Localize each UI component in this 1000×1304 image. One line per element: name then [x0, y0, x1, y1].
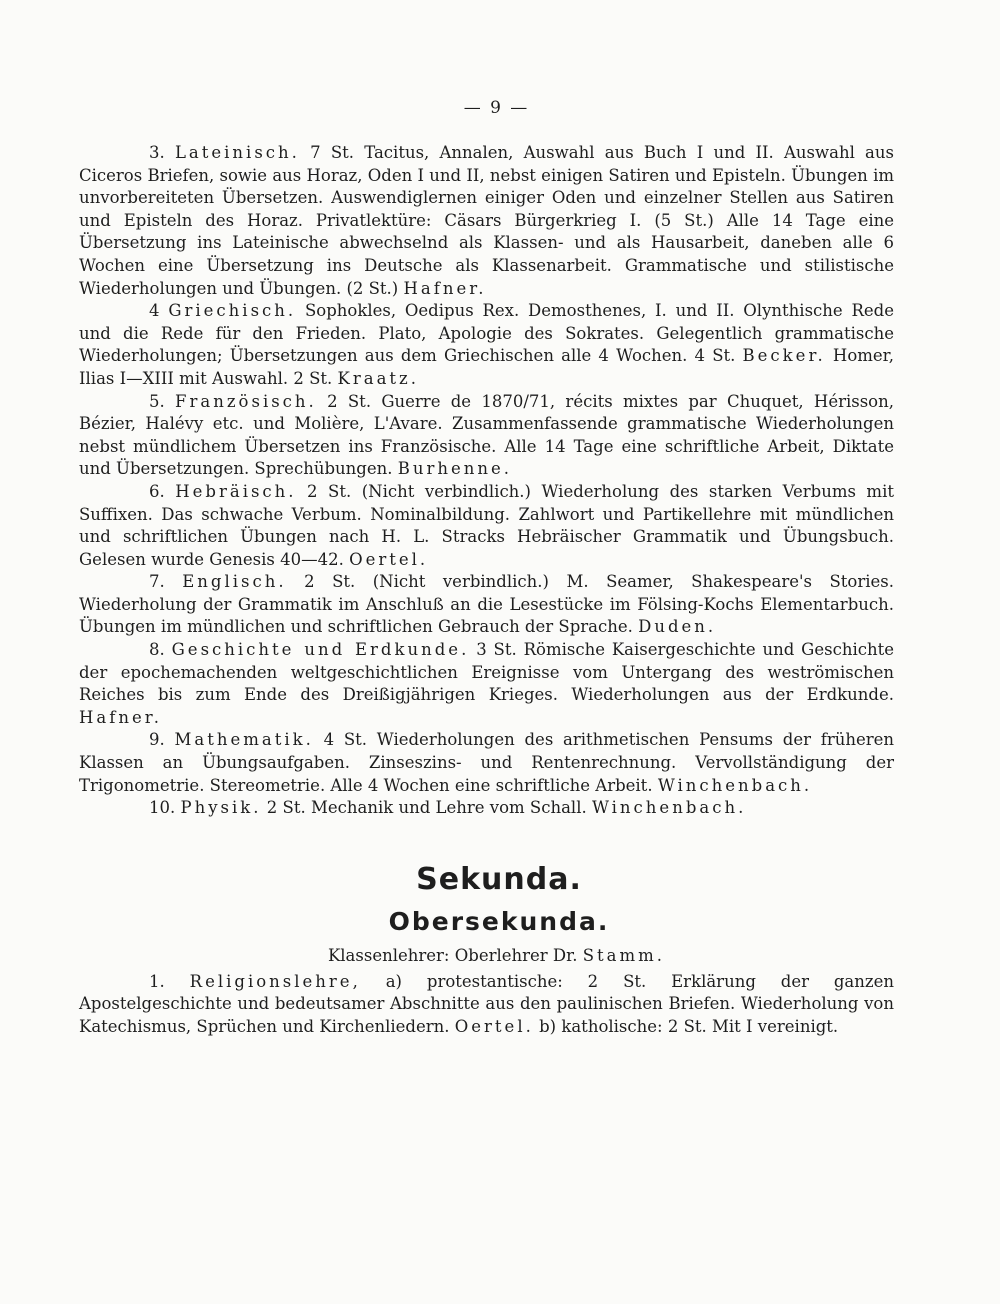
paragraph-body: Sophokles, Oedipus Rex. Demosthenes, I. und II. Olynthische Rede und die Rede für den Frieden. Plato, Apologie des Sokrates. Gelegentlich grammatische Wiederholungen; Übersetzungen aus dem Griechischen alle 4 Wochen. 4 St.: [79, 301, 894, 366]
paragraph-body-2: Homer, Ilias I—XIII mit Auswahl. 2 St.: [79, 346, 894, 388]
paragraph-body: 7 St. Tacitus, Annalen, Auswahl aus Buch I und II. Auswahl aus Ciceros Briefen, sowie aus Horaz, Oden I und II, nebst einigen Satiren und Episteln. Übungen im unvorbereiteten Übersetzen. Auswendiglernen einiger Oden und einzelner Stellen aus Satiren und Episteln des Horaz. Privatlektüre: Cäsars Bürgerkrieg I. (5 St.) Alle 14 Tage eine Übersetzung ins Lateinische abwechselnd als Klassen- und als Hausarbeit, daneben alle 6 Wochen eine Übersetzung ins Deutsche als Klassenarbeit. Grammatische und stilistische Wiederholungen und Übungen. (2 St.): [79, 143, 894, 298]
item-number: 10.: [149, 798, 176, 818]
class-teacher-name: Stamm.: [582, 945, 666, 965]
item-number: 3.: [149, 143, 165, 162]
item-number: 5.: [149, 391, 165, 411]
paragraph-lateinisch: [79, 142, 894, 300]
paragraph-body: 2 St. Guerre de 1870/71, récits mixtes par Chuquet, Hérisson, Bézier, Halévy etc. und Molière, L'Avare. Zusammenfassende grammatische Wiederholungen nebst mündlichem Übersetzen ins Französische. Alle 14 Tage eine schriftliche Arbeit, Diktate und Übersetzungen. Sprechübungen.: [79, 391, 894, 479]
paragraph-griechisch: [79, 300, 894, 390]
subject-title: Geschichte und Erdkunde.: [171, 640, 470, 660]
class-teacher-label: Klassenlehrer: Oberlehrer Dr.: [327, 945, 583, 965]
teacher-name: Hafner.: [403, 278, 487, 298]
teacher-name: Duden.: [638, 617, 717, 637]
subject-title: Hebräisch.: [175, 481, 297, 501]
document-page: [79, 98, 894, 1039]
item-number: 8.: [149, 640, 165, 660]
teacher-name: Oertel.: [349, 549, 429, 569]
paragraph-body: 2 St. (Nicht verbindlich.) Wiederholung des starken Verbums mit Suffixen. Das schwache Verbum. Nominalbildung. Zahlwort und Partikellehre mit mündlichen und schriftlichen Übungen nach H. L. Stracks Hebräischer Grammatik und Übungsbuch. Gelesen wurde Genesis 40—42.: [79, 481, 894, 569]
teacher-name: Hafner.: [79, 707, 163, 727]
teacher-name: Winchenbach.: [591, 798, 747, 818]
teacher-name: Winchenbach.: [657, 775, 813, 795]
item-number: 4: [149, 301, 160, 321]
paragraph-body: a) protestantische: 2 St. Erklärung der ganzen Apostelgeschichte und bedeutsamer Abschnitte aus den paulinischen Briefen. Wiederholung von Katechismus, Sprüchen und Kirchenliedern.: [79, 971, 894, 1036]
item-number: 9.: [149, 730, 165, 750]
subsection-heading-obersekunda: Obersekunda.: [388, 906, 610, 936]
paragraph-body: 2 St. (Nicht verbindlich.) M. Seamer, Shakespeare's Stories. Wiederholung der Grammatik im Anschluß an die Lesestücke im Fölsing-Kochs Elementarbuch. Übungen im mündlichen und schriftlichen Gebrauch der Sprache.: [79, 572, 894, 637]
paragraph-religionslehre: [79, 971, 894, 1039]
paragraph-body-2: b) katholische: 2 St. Mit I vereinigt.: [533, 1017, 839, 1036]
item-number: 7.: [149, 572, 165, 592]
subject-title: Religionslehre,: [189, 971, 361, 991]
subject-title: Lateinisch.: [174, 143, 300, 162]
subject-title: Physik.: [180, 798, 262, 818]
teacher-name: Burhenne.: [397, 459, 513, 479]
paragraph-physik: [79, 797, 894, 820]
item-number: 1.: [149, 971, 165, 991]
teacher-name-2: Kraatz.: [337, 368, 419, 388]
section-heading-sekunda: Sekunda.: [416, 861, 582, 897]
subject-title: Mathematik.: [174, 730, 314, 750]
teacher-name: Oertel.: [454, 1017, 534, 1036]
paragraph-mathematik: [79, 729, 894, 797]
class-teacher-line: [79, 946, 894, 965]
paragraph-geschichte: [79, 639, 894, 729]
paragraph-body: 2 St. Mechanik und Lehre vom Schall.: [261, 798, 592, 818]
subject-title: Französisch.: [175, 391, 317, 411]
paragraph-body: 3 St. Römische Kaisergeschichte und Geschichte der epochemachenden weltgeschichtlichen Ereignisse vom Untergang des weströmischen Reiches bis zum Ende des Dreißigjährigen Krieges. Wiederholungen aus der Erdkunde.: [79, 640, 894, 705]
page-number: — 9 —: [463, 98, 530, 118]
paragraph-body: 4 St. Wiederholungen des arithmetischen Pensums der früheren Klassen an Übungsaufgaben. Zinseszins- und Rentenrechnung. Vervollständigung der Trigonometrie. Stereometrie. Alle 4 Wochen eine schriftliche Arbeit.: [79, 730, 895, 795]
subject-title: Englisch.: [182, 572, 287, 592]
paragraph-hebraeisch: [79, 481, 894, 571]
paragraph-englisch: [79, 571, 894, 639]
teacher-name: Becker.: [742, 346, 826, 366]
item-number: 6.: [149, 481, 165, 501]
subject-title: Griechisch.: [168, 301, 297, 321]
paragraph-franzoesisch: [79, 391, 894, 481]
